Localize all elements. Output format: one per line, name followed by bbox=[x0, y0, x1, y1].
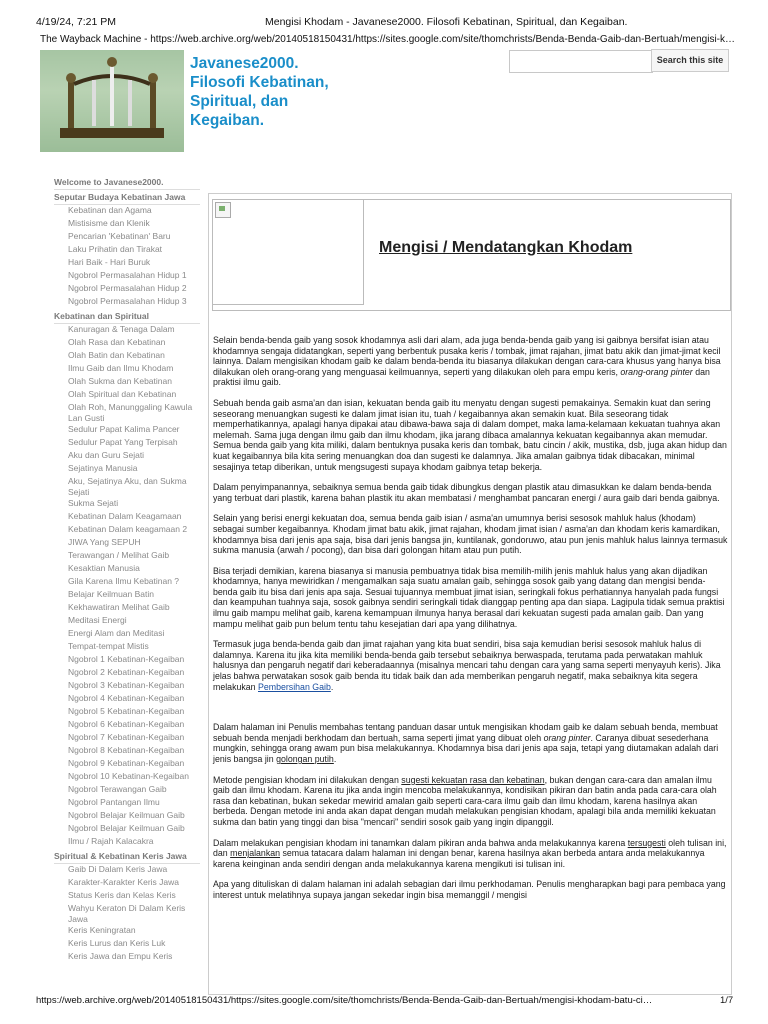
nav-item[interactable]: Sedulur Papat Kalima Pancer bbox=[68, 424, 180, 434]
article-image-placeholder bbox=[212, 199, 364, 305]
nav-item[interactable]: Hari Baik - Hari Buruk bbox=[68, 257, 151, 267]
print-doc-title: Mengisi Khodam - Javanese2000. Filosofi Kebatinan, Spiritual, dan Kegaiban. bbox=[265, 16, 628, 28]
site-title-line: Kegaiban. bbox=[190, 112, 265, 129]
nav-item[interactable]: Tempat-tempat Mistis bbox=[68, 641, 149, 651]
nav-item[interactable]: Ngobrol Permasalahan Hidup 1 bbox=[68, 270, 187, 280]
paragraph: Termasuk juga benda-benda gaib dan jimat rajahan yang kita buat sendiri, bisa saja kemudian berisi sesosok mahluk halus di dalamnya. Karena itu jika kita memiliki benda-benda gaib tersebut sebaiknya berwaspada, terutama pada perwatakan mahluk halusnya dan pengaruh negatif dari keberadaannya (misalnya mencari tahu dengan cara yang sama seperti menyayuh keris). Jika jelas bahwa perwatakan sosok gaib benda itu tidak baik dan ada memberikan pengaruh negatif, maka sebaiknya kita segera melakukan Pembersihan Gaib. bbox=[213, 639, 721, 692]
broken-image-icon bbox=[215, 202, 231, 218]
print-datetime: 4/19/24, 7:21 PM bbox=[36, 16, 116, 28]
nav-item[interactable]: Ngobrol Belajar Keilmuan Gaib bbox=[68, 823, 185, 833]
nav-item[interactable]: Ngobrol Permasalahan Hidup 3 bbox=[68, 296, 187, 306]
nav-item[interactable]: Sukma Sejati bbox=[68, 498, 119, 508]
nav-item[interactable]: Ngobrol 3 Kebatinan-Kegaiban bbox=[68, 680, 185, 690]
nav-item[interactable]: Olah Rasa dan Kebatinan bbox=[68, 337, 166, 347]
sugesti-kekuatan-link[interactable]: sugesti kekuatan rasa dan kebatinan bbox=[401, 774, 545, 785]
nav-item[interactable]: Wahyu Keraton Di Dalam Keris Jawa bbox=[68, 903, 186, 924]
golongan-putih-link[interactable]: golongan putih bbox=[276, 754, 334, 764]
nav-item[interactable]: Sejatinya Manusia bbox=[68, 463, 138, 473]
nav-item[interactable]: Gila Karena Ilmu Kebatinan ? bbox=[68, 576, 180, 586]
print-page-number: 1/7 bbox=[720, 995, 734, 1006]
nav-item[interactable]: Ngobrol 1 Kebatinan-Kegaiban bbox=[68, 654, 185, 664]
paragraph: Apa yang dituliskan di dalam halaman ini adalah sebagian dari ilmu perkhodaman. Penulis mengharapkan bagi para pembaca yang interest untuk melatihnya supaya jangan sekedar ingin bisa memanggil / mengisi bbox=[213, 879, 726, 900]
print-footer-url: https://web.archive.org/web/20140518150431/https://sites.google.com/site/thomchrists/Benda-Benda-Gaib-dan-Bertuah/mengisi-khodam-batu-ci… bbox=[36, 995, 653, 1006]
site-title-line: Javanese2000. bbox=[190, 55, 299, 72]
site-title[interactable] bbox=[190, 54, 490, 130]
nav-item[interactable]: Belajar Keilmuan Batin bbox=[68, 589, 154, 599]
site-logo-image[interactable] bbox=[40, 50, 184, 152]
nav-item[interactable]: Olah Sukma dan Kebatinan bbox=[68, 376, 172, 386]
nav-item[interactable]: Ngobrol 10 Kebatinan-Kegaiban bbox=[68, 771, 189, 781]
wayback-banner: The Wayback Machine - https://web.archive.org/web/20140518150431/https://sites.google.com/site/thomchrists/Benda-Benda-Gaib-dan-Bertuah/mengisi-k… bbox=[40, 34, 735, 45]
nav-item[interactable]: Ngobrol Belajar Keilmuan Gaib bbox=[68, 810, 185, 820]
nav-welcome-link[interactable]: Welcome to Javanese2000. bbox=[54, 176, 200, 190]
nav-item[interactable]: Laku Prihatin dan Tirakat bbox=[68, 244, 163, 254]
nav-item[interactable]: Kebatinan Dalam keagamaan 2 bbox=[68, 524, 188, 534]
nav-item[interactable]: Olah Spiritual dan Kebatinan bbox=[68, 389, 177, 399]
nav-item[interactable]: Ngobrol 9 Kebatinan-Kegaiban bbox=[68, 758, 185, 768]
nav-item[interactable]: Kekhawatiran Melihat Gaib bbox=[68, 602, 170, 612]
nav-item[interactable]: Ilmu Gaib dan Ilmu Khodam bbox=[68, 363, 174, 373]
nav-item[interactable]: Terawangan / Melihat Gaib bbox=[68, 550, 170, 560]
search-input[interactable] bbox=[509, 50, 653, 73]
paragraph: Selain yang berisi energi kekuatan doa, semua benda gaib isian / asma'an umumnya berisi sesosok mahluk halus (khodam) sebagai sumber kegaibannya. Khodam jimat batu akik, jimat rajahan, khodam jimat isian / asma'an dan khodam keris kamardikan, khodamnya bisa dari jenis apa saja, bisa dari jenis bangsa jin, kuntilanak, gondoruwo, atau pun jenis mahluk halus lainnya termasuk sukma manusia (arwah / pocong), dan bisa dari golongan hitam atau pun putih. bbox=[213, 513, 728, 556]
nav-item[interactable]: Karakter-Karakter Keris Jawa bbox=[68, 877, 180, 887]
paragraph: Sebuah benda gaib asma'an dan isian, kekuatan benda gaib itu menyatu dengan sugesti pemakainya. Semakin kuat dan sering seseorang menuangkan sugesti ke dalam jimat isian itu, tuah / kegaibannya akan semakin kuat. Bila seseorang tidak memperhatikannya, apalagi hanya dipakai atau dibawa-bawa saja di dalam dompet, maka lama-kelamaan kekuatan tuahnya akan melemah. Sama juga dengan ilmu gaib dan ilmu khodam, jika jarang dibaca amalannya kekuatan kegaibannya akan memudar. Semua benda gaib yang kita miliki, dalam bentuknya pusaka keris dan tombak, batu cincin / akik, mustika, dsb, juga akan hidup dan kuat kegaibannya bila kita sering menuangkan doa dan sugesti ke dalamnya. Jika amalan gaibnya tidak dibacakan, minimal sesajinya tetap diberikan, untuk mengsugesti supaya khodam gaibnya tetap bekerja. bbox=[213, 397, 727, 472]
nav-item[interactable]: Meditasi Energi bbox=[68, 615, 127, 625]
nav-item[interactable]: Ngobrol 4 Kebatinan-Kegaiban bbox=[68, 693, 185, 703]
search-button[interactable]: Search this site bbox=[651, 49, 729, 72]
nav-item[interactable]: Ngobrol 5 Kebatinan-Kegaiban bbox=[68, 706, 185, 716]
nav-item[interactable]: Kanuragan & Tenaga Dalam bbox=[68, 324, 175, 334]
nav-item[interactable]: Ngobrol 7 Kebatinan-Kegaiban bbox=[68, 732, 185, 742]
paragraph: Dalam halaman ini Penulis membahas tentang panduan dasar untuk mengisikan khodam gaib ke dalam sebuah benda, membuat sebuah benda menjadi berkhodam dan bertuah, sama seperti jimat yang dibuat oleh orang pinter. Caranya dibuat sesederhana mungkin, sehingga orang awam pun bisa melakukannya. Khodamnya bisa dari jenis apa saja, tetapi yang diutamakan adalah dari jenis bangsa jin golongan putih. bbox=[213, 722, 719, 764]
nav-item[interactable]: Ngobrol 8 Kebatinan-Kegaiban bbox=[68, 745, 185, 755]
nav-item[interactable]: Keris Keningratan bbox=[68, 925, 136, 935]
paragraph: Metode pengisian khodam ini dilakukan dengan sugesti kekuatan rasa dan kebatinan, bukan dengan cara-cara dan amalan ilmu gaib dan ilmu khodam. Karena itu jika anda ingin mencoba melakukannya, kondisikan pikiran dan batin anda pada cara-cara olah rasa dan kebatinan, bukan sekedar mewirid amalan gaib seperti cara-cara ilmu gaib dan ilmu khodam, karena hasilnya akan berbeda. Dengan metode ini anda akan dapat dengan mudah melakukan pengisian khodam, apalagi bila anda memiliki kekuatan sukma dan batin yang tinggi dan bisa "mencari" sendiri sosok gaib yang ingin dipanggil. bbox=[213, 774, 717, 827]
nav-item[interactable]: Ngobrol 6 Kebatinan-Kegaiban bbox=[68, 719, 185, 729]
site-title-line: Spiritual, dan bbox=[190, 93, 289, 110]
nav-item[interactable]: Status Keris dan Kelas Keris bbox=[68, 890, 176, 900]
nav-item[interactable]: Mistisisme dan Klenik bbox=[68, 218, 150, 228]
nav-item[interactable]: Keris Jawa dan Empu Keris bbox=[68, 951, 173, 961]
article-body bbox=[213, 335, 728, 911]
nav-item[interactable]: Aku dan Guru Sejati bbox=[68, 450, 145, 460]
paragraph: Dalam melakukan pengisian khodam ini tanamkan dalam pikiran anda bahwa anda melakukannya karena tersugesti oleh tulisan ini, dan menjalankan semua tatacara dalam halaman ini dengan benar, karena hasilnya akan berbeda antara anda melakukannya karena keinginan anda sendiri dengan anda melakukannya karena mengikuti isi tulisan ini. bbox=[213, 837, 727, 869]
nav-item[interactable]: Ngobrol 2 Kebatinan-Kegaiban bbox=[68, 667, 185, 677]
site-title-line: Filosofi Kebatinan, bbox=[190, 74, 329, 91]
nav-item[interactable]: Gaib Di Dalam Keris Jawa bbox=[68, 864, 168, 874]
pembersihan-gaib-link[interactable]: Pembersihan Gaib bbox=[258, 681, 331, 692]
nav-item[interactable]: Kesaktian Manusia bbox=[68, 563, 140, 573]
nav-section-header[interactable]: Kebatinan dan Spiritual bbox=[54, 309, 200, 324]
nav-item[interactable]: Energi Alam dan Meditasi bbox=[68, 628, 165, 638]
nav-item[interactable]: Ngobrol Permasalahan Hidup 2 bbox=[68, 283, 187, 293]
nav-item[interactable]: Sedulur Papat Yang Terpisah bbox=[68, 437, 178, 447]
nav-item[interactable]: Keris Lurus dan Keris Luk bbox=[68, 938, 166, 948]
paragraph: Dalam penyimpanannya, sebaiknya semua benda gaib tidak dibungkus dengan plastik atau dimasukkan ke dalam benda-benda yang terbuat dari plastik, karena bahan plastik itu akan membatasi / menghambat pancaran energi / aura gaib dari benda gaibnya. bbox=[213, 482, 720, 503]
nav-section-header[interactable]: Spiritual & Kebatinan Keris Jawa bbox=[54, 849, 200, 864]
nav-item[interactable]: Aku, Sejatinya Aku, dan Sukma Sejati bbox=[68, 476, 187, 497]
nav-item[interactable]: Ilmu / Rajah Kalacakra bbox=[68, 836, 154, 846]
nav-item[interactable]: Ngobrol Terawangan Gaib bbox=[68, 784, 167, 794]
nav-item[interactable]: Olah Roh, Manunggaling Kawula Lan Gusti bbox=[68, 402, 193, 423]
nav-item[interactable]: Olah Batin dan Kebatinan bbox=[68, 350, 165, 360]
paragraph: Bisa terjadi demikian, karena biasanya si manusia pembuatnya tidak bisa memilih-milih jenis mahluk halus yang akan dijadikan khodamnya, hanya mewiridkan / mengamalkan saja suatu amalan gaib, sehingga sosok gaib yang datang dan mengisi benda-benda gaib itu bisa dari jenis apa saja. Sesuai tujuannya membuat jimat isian, seringkali fokus perhatiannya hanyalah pada fungsi dan keampuhan tuahnya saja, sosok gaibnya sendiri seringkali tidak dianggap penting apa dan siapa. Lagipula tidak semua praktisi ilmu gaib mampu melihat gaib, karena kemampuan ilmunya hanya berasal dari kekuatan sugesti pada amalan gaib. Dan yang mampu melihat gaib pun belum tentu tahu kesejatian dari apa yang dilihatnya. bbox=[213, 565, 725, 629]
nav-item[interactable]: Kebatinan Dalam Keagamaan bbox=[68, 511, 182, 521]
nav-item[interactable]: JIWA Yang SEPUH bbox=[68, 537, 141, 547]
nav-item[interactable]: Kebatinan dan Agama bbox=[68, 205, 152, 215]
article-title: Mengisi / Mendatangkan Khodam bbox=[379, 239, 633, 256]
nav-section-header[interactable]: Seputar Budaya Kebatinan Jawa bbox=[54, 190, 200, 205]
sidebar-nav bbox=[54, 176, 200, 964]
nav-item[interactable]: Ngobrol Pantangan Ilmu bbox=[68, 797, 160, 807]
nav-item[interactable]: Pencarian 'Kebatinan' Baru bbox=[68, 231, 171, 241]
paragraph: Selain benda-benda gaib yang sosok khodamnya asli dari alam, ada juga benda-benda gaib yang isi gaibnya bersifat isian atau khodamnya sengaja didatangkan, seperti yang berbentuk pusaka keris / tombak, jimat rajahan, jimat batu akik dan jimat-jimat kecil lainnya. Dalam mengisikan khodam gaib ke dalam benda-benda itu biasanya dilakukan dengan cara-cara khusus yang hanya bisa dilakukan oleh orang-orang yang menguasai keilmuannya, seperti yang dilakukan oleh para empu keris, orang-orang pinter dan praktisi ilmu gaib. bbox=[213, 335, 721, 388]
